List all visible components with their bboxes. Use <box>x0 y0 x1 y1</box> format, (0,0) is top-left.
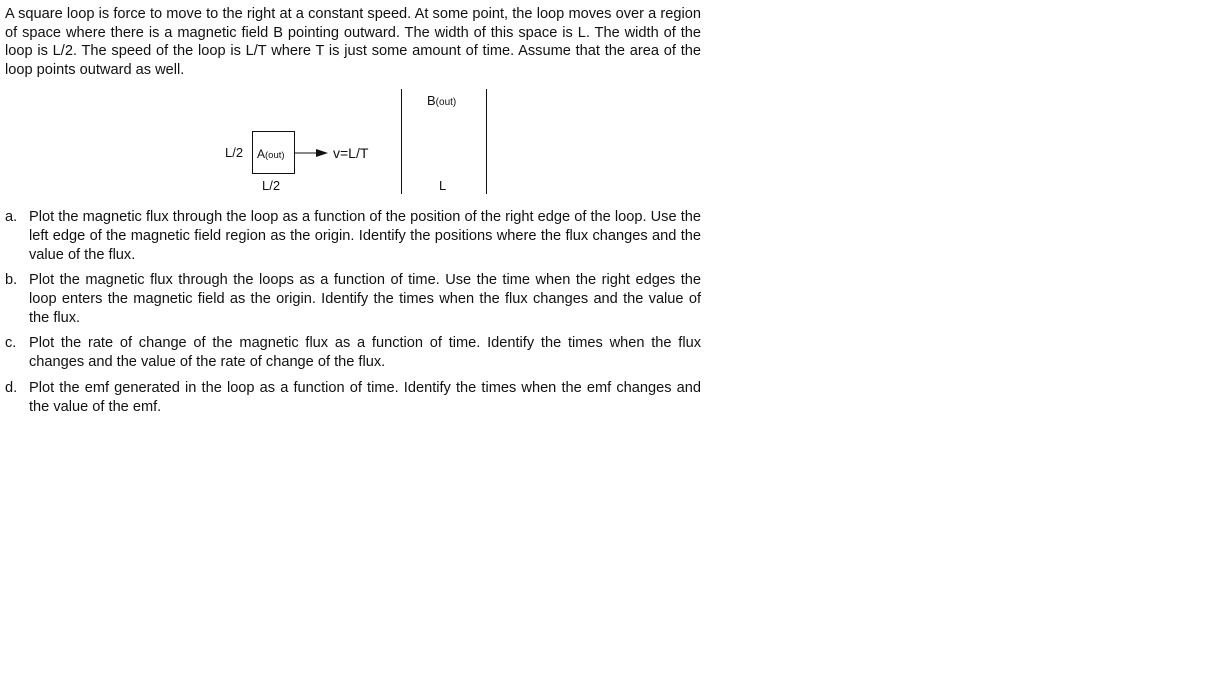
region-width-label: L <box>439 178 447 193</box>
question-b-text: Plot the magnetic flux through the loops as a function of time. Use the time when the right edges the loop enters the magnetic field as the origin. Identify the times when the flux changes and the value of the flux. <box>29 272 701 326</box>
question-a-letter: a. <box>5 209 18 225</box>
loop-area-subscript: (out) <box>265 150 285 161</box>
velocity-arrowhead <box>316 149 328 157</box>
loop-width-label: L/2 <box>262 178 281 193</box>
question-a <box>5 208 701 265</box>
field-label <box>427 93 456 108</box>
problem-intro: A square loop is force to move to the right at a constant speed. At some point, the loop moves over a region of space where there is a magnetic field B pointing outward. The width of this space is L. The width of the loop is L/2. The speed of the loop is L/T where T is just some amount of time. Assume that the area of the loop points outward as well. <box>5 6 701 79</box>
loop-height-label: L/2 <box>225 145 244 160</box>
field-label-main: B <box>427 93 436 108</box>
loop-area-main: A <box>257 147 266 161</box>
field-label-subscript: (out) <box>435 97 457 108</box>
question-c-letter: c. <box>5 335 17 351</box>
question-list <box>5 208 701 417</box>
velocity-label: v=L/T <box>333 145 369 161</box>
question-b <box>5 271 701 328</box>
question-a-text: Plot the magnetic flux through the loop as a function of the position of the right edge of the loop. Use the left edge of the magnetic field region as the origin. Identify the positions where the flux changes and the value of the flux. <box>29 209 701 263</box>
question-d-text: Plot the emf generated in the loop as a function of time. Identify the times when the emf changes and the value of the emf. <box>29 380 701 415</box>
square-loop <box>253 132 295 174</box>
question-d-letter: d. <box>5 380 18 396</box>
question-c-text: Plot the rate of change of the magnetic flux as a function of time. Identify the times when the flux changes and the value of the rate of change of the flux. <box>29 335 701 370</box>
loop-area-label <box>257 147 285 161</box>
question-b-letter: b. <box>5 272 18 288</box>
question-d <box>5 379 701 417</box>
question-c <box>5 334 701 372</box>
